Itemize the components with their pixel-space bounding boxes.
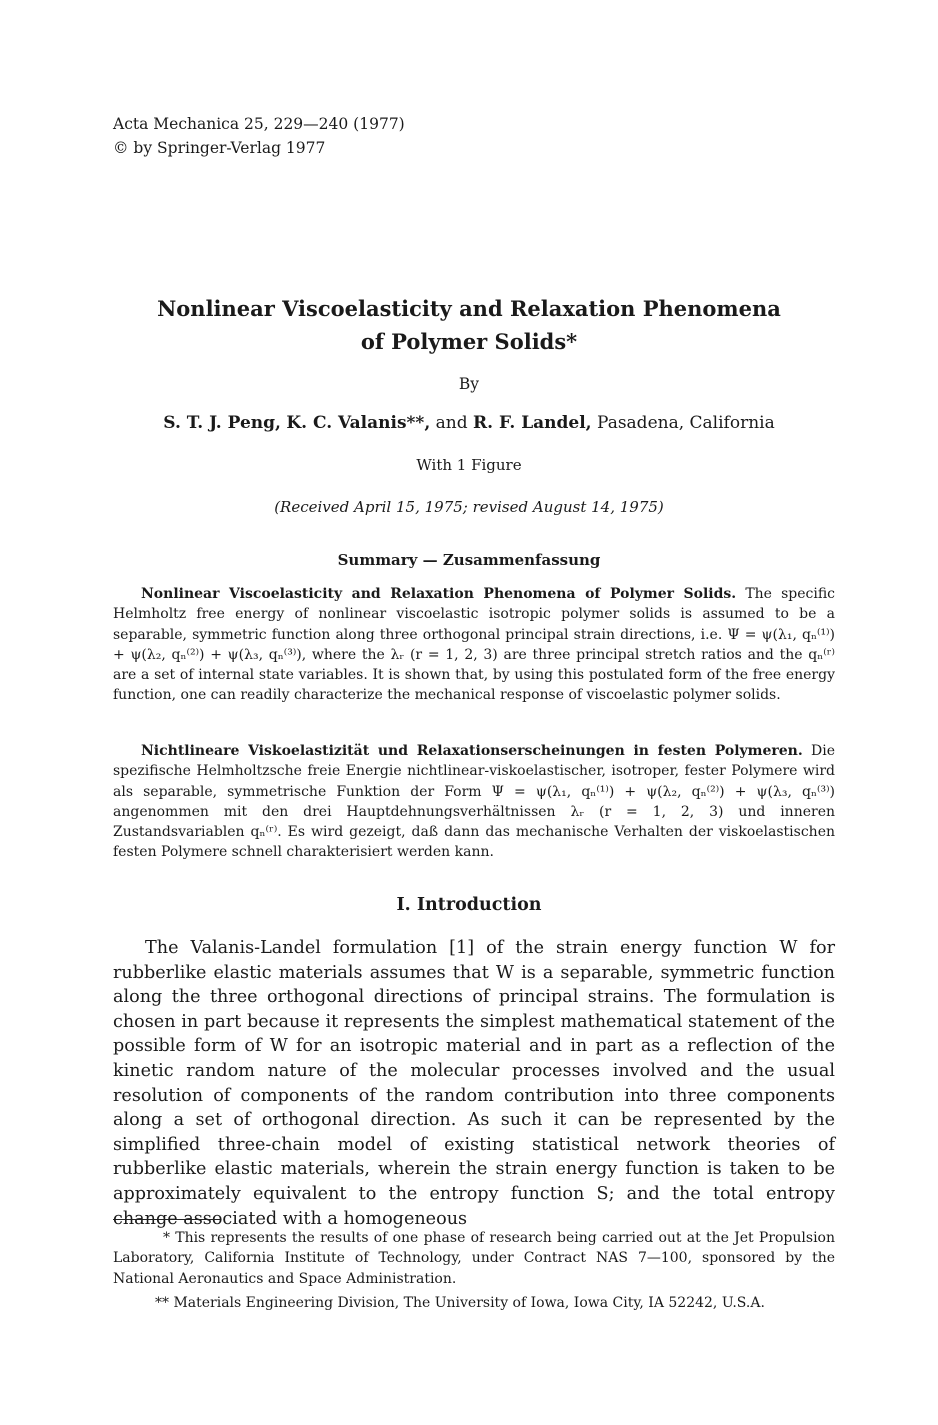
summary-heading: Summary — Zusammenfassung — [337, 551, 601, 569]
section-heading-introduction: I. Introduction — [396, 895, 542, 915]
copyright-line: © by Springer-Verlag 1977 — [113, 139, 326, 157]
journal-header — [113, 112, 405, 160]
journal-citation: Acta Mechanica 25, 229—240 (1977) — [113, 115, 405, 133]
abstract-english — [113, 584, 835, 706]
figure-count: With 1 Figure — [416, 456, 522, 474]
abstract-german-body: Die spezifische Helmholtzsche freie Energie nichtlinear-viskoelastischer, isotroper, fester Polymere wird als separable, symmetrische Funktion der Form Ψ = ψ(λ₁, qₙ⁽¹⁾) + ψ(λ₂, qₙ⁽²⁾) + ψ(λ₃, qₙ⁽³⁾) angenommen mit den drei Hauptdehnungsverhältnissen λᵣ (r = 1, 2, 3) und inneren Zustandsvariablen qₙ⁽ʳ⁾. Es wird gezeigt, daß dann das mechanische Verhalten der viskoelastischen festen Polymere schnell charakterisiert werden kann. — [113, 743, 835, 861]
introduction-text: The Valanis-Landel formulation [1] of the strain energy function W for rubberlike elastic materials assumes that W is a separable, symmetric function along the three orthogonal directions of principal strains. The formulation is chosen in part because it represents the simplest mathematical statement of the possible form of W for an isotropic material and in part as a reflection of the kinetic random nature of the molecular processes involved and the usual resolution of components of the random contribution into three components along a set of orthogonal direction. As such it can be represented by the simplified three-chain model of existing statistical network theories of rubberlike elastic materials, wherein the strain energy function is taken to be approximately equivalent to the entropy function S; and the total entropy change associated with a homogeneous — [113, 938, 835, 1229]
byline: By — [458, 375, 480, 393]
footnote-funding — [113, 1228, 835, 1289]
footnote-funding-text: * This represents the results of one phase of research being carried out at the Jet Propulsion Laboratory, California Institute of Technology, under Contract NAS 7—100, sponsored by the National Aeronautics and Space Administration. — [113, 1230, 835, 1287]
abstract-english-body: The specific Helmholtz free energy of nonlinear viscoelastic isotropic polymer solids is assumed to be a separable, symmetric function along three orthogonal principal strain directions, i.e. Ψ = ψ(λ₁, qₙ⁽¹⁾) + ψ(λ₂, qₙ⁽²⁾) + ψ(λ₃, qₙ⁽³⁾), where the λᵣ (r = 1, 2, 3) are three principal stretch ratios and the qₙ⁽ʳ⁾ are a set of internal state variables. It is shown that, by using this postulated form of the free energy function, one can readily characterize the mechanical response of viscoelastic polymer solids. — [113, 586, 835, 704]
abstract-german-title: Nichtlineare Viskoelastizität und Relaxationserscheinungen in festen Polymeren. — [141, 743, 803, 759]
author-conjunction: and — [435, 413, 468, 433]
title-line-1: Nonlinear Viscoelasticity and Relaxation Phenomena — [157, 296, 781, 321]
footnote-affiliation-text: ** Materials Engineering Division, The University of Iowa, Iowa City, IA 52242, U.S.A. — [155, 1295, 765, 1311]
received-dates: (Received April 15, 1975; revised August 14, 1975) — [274, 498, 664, 516]
author-location: Pasadena, California — [597, 413, 775, 433]
author-list — [0, 413, 938, 433]
title-line-2: of Polymer Solids* — [360, 329, 578, 354]
footnote-affiliation — [113, 1293, 835, 1313]
abstract-english-title: Nonlinear Viscoelasticity and Relaxation Phenomena of Polymer Solids. — [141, 586, 737, 602]
author-landel: R. F. Landel, — [473, 413, 592, 433]
introduction-paragraph — [113, 936, 835, 1231]
paper-title — [0, 292, 938, 358]
author-peng: S. T. J. Peng, — [163, 413, 281, 433]
author-valanis: K. C. Valanis**, — [286, 413, 431, 433]
abstract-german — [113, 741, 835, 863]
footnote-divider — [113, 1219, 220, 1220]
